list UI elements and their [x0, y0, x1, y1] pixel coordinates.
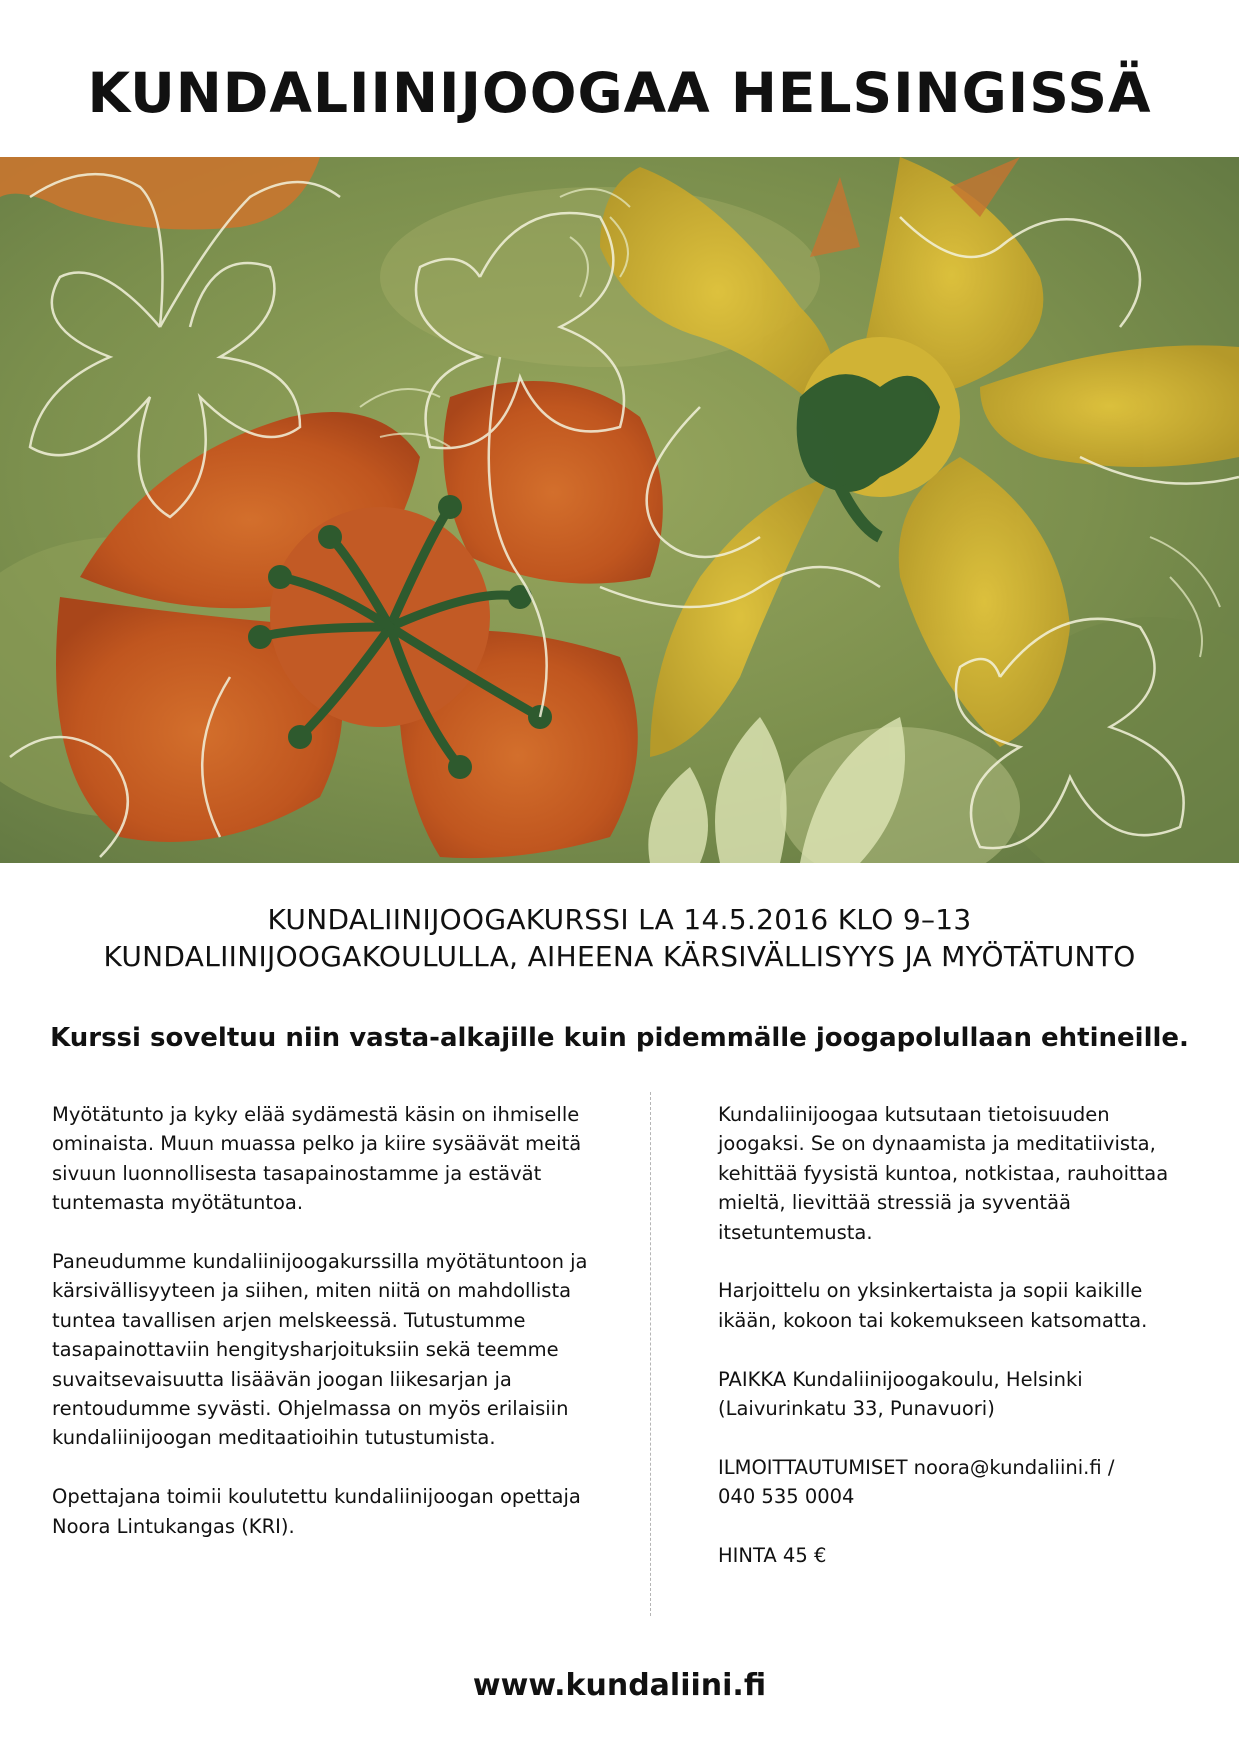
column-divider — [650, 1092, 651, 1616]
teacher-paragraph: Opettajana toimii koulutettu kundaliinijoogan opettaja Noora Lintukangas (KRI). — [52, 1485, 581, 1538]
registration-info: ILMOITTAUTUMISET noora@kundaliini.fi / 040 535 0004 — [718, 1455, 1115, 1509]
yoga-description-paragraph: Kundaliinijoogaa kutsutaan tietoisuuden joogaksi. Se on dynaamista ja meditatiivista, kehittää fyysistä kuntoa, notkistaa, rauhoittaa mieltä, lievittää stressiä ja syventää itsetuntemusta. — [718, 1103, 1169, 1244]
place-info: PAIKKA Kundaliinijoogakoulu, Helsinki (Laivurinkatu 33, Punavuori) — [718, 1367, 1083, 1421]
event-date-line: KUNDALIINIJOOGAKURSSI LA 14.5.2016 KLO 9–13 — [267, 903, 972, 936]
intro-paragraph: Myötätunto ja kyky elää sydämestä käsin on ihmiselle ominaista. Muun muassa pelko ja kiire sysäävät meitä sivuun luonnollisesta tasapainostamme ja estävät tuntemasta myötätuntoa. — [52, 1103, 582, 1215]
lead-text: Kurssi soveltuu niin vasta-alkajille kuin pidemmälle joogapolullaan ehtineille. — [50, 1023, 1189, 1053]
price-info: HINTA 45 € — [718, 1544, 827, 1568]
suitability-paragraph: Harjoittelu on yksinkertaista ja sopii kaikille ikään, kokoon tai kokemukseen katsomatta. — [718, 1279, 1148, 1332]
website-link[interactable]: www.kundaliini.fi — [472, 1668, 767, 1703]
right-column — [718, 1100, 1178, 1600]
course-description-paragraph: Paneudumme kundaliinijoogakurssilla myötätuntoon ja kärsivällisyyteen ja siihen, miten niitä on mahdollista tuntea tavallisen arjen melskeessä. Tutustumme tasapainottaviin hengitysharjoituksiin sekä teemme suvaitsevaisuutta lisäävän joogan liikesarjan ja rentoudumme syvästi. Ohjelmassa on myös erilaisiin kundaliinijoogan meditaatioihin tutustumista. — [52, 1250, 588, 1450]
hero-floral-illustration — [0, 157, 1239, 863]
left-column — [52, 1100, 622, 1570]
event-topic-line: KUNDALIINIJOOGAKOULULLA, AIHEENA KÄRSIVÄLLISYYS JA MYÖTÄTUNTO — [103, 940, 1136, 973]
page-title: KUNDALIINIJOOGAA HELSINGISSÄ — [87, 61, 1152, 125]
